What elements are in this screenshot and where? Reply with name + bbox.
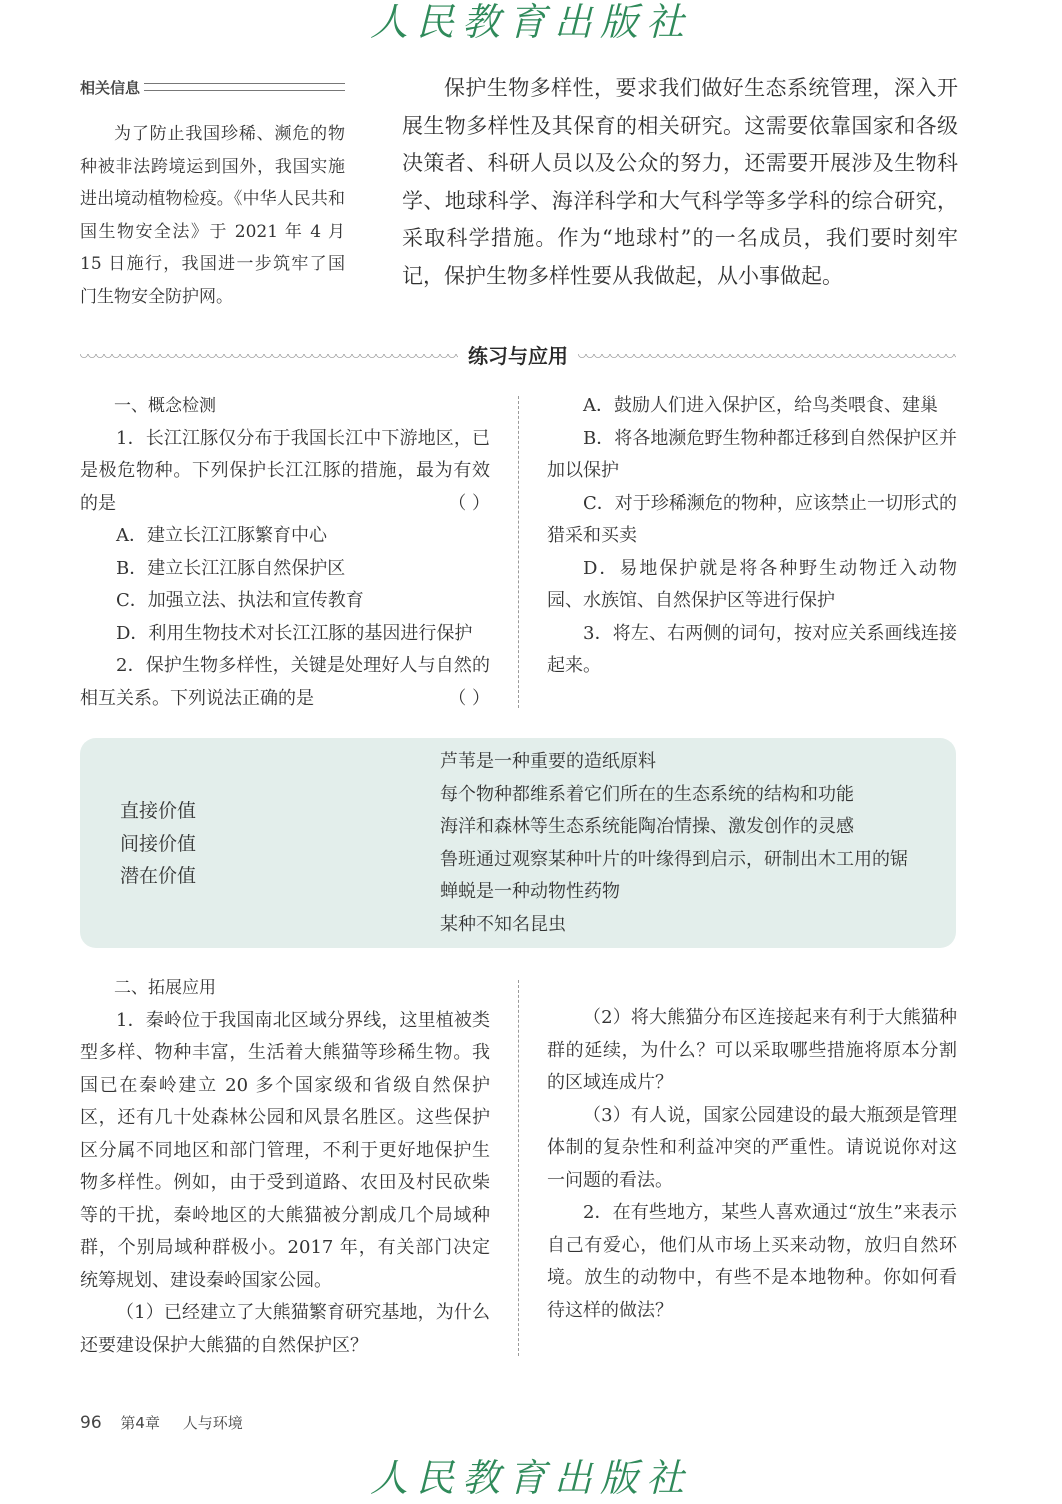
ext-q1-sub2: （2）将大熊猫分布区连接起来有利于大熊猫种群的延续，为什么？可以采取哪些措施将原本分割的区域连成片？	[547, 1007, 957, 1093]
part1-right-column	[547, 390, 957, 683]
column-divider-2	[518, 980, 519, 1356]
part2-heading: 二、拓展应用	[114, 978, 216, 998]
q1-option-a: A．建立长江江豚繁育中心	[116, 525, 327, 546]
sidebar-title	[80, 76, 345, 98]
match-left-item: 潜在价值	[120, 865, 197, 887]
q2-option-d: D．易地保护就是将各种野生动物迁入动物园、水族馆、自然保护区等进行保护	[547, 557, 957, 611]
match-left-list	[120, 795, 196, 893]
sidebar-body: 为了防止我国珍稀、濒危的物种被非法跨境运到国外，我国实施进出境动植物检疫。《中华人民共和国生物安全法》于 2021 年 4 月 15 日施行，我国进一步筑牢了国门生物安全防护网。	[80, 124, 345, 307]
part2-right-column	[547, 1002, 957, 1327]
q1-option-c: C．加强立法、执法和宣传教育	[116, 590, 364, 611]
match-right-item: 每个物种都维系着它们所在的生态系统的结构和功能	[440, 783, 854, 805]
page-footer	[80, 1412, 243, 1433]
part2-left-column	[80, 972, 490, 1362]
match-right-list	[440, 746, 908, 941]
main-paragraph: 保护生物多样性，要求我们做好生态系统管理，深入开展生物多样性及其保育的相关研究。这需要依靠国家和各级决策者、科研人员以及公众的努力，还需要开展涉及生物科学、地球科学、海洋科学和大气科学等多学科的综合研究，采取科学措施。作为“地球村”的一名成员，我们要时刻牢记，保护生物多样性要从我做起，从小事做起。	[402, 76, 958, 288]
match-right-item: 蝉蜕是一种动物性药物	[440, 881, 620, 902]
part1-heading: 一、概念检测	[114, 396, 216, 416]
q1-stem-text: 1．长江江豚仅分布于我国长江中下游地区，已是极危物种。下列保护长江江豚的措施，最为有效的是	[80, 427, 490, 514]
part1-left-column	[80, 390, 490, 715]
wave-divider-right	[578, 350, 956, 358]
sidebar-title-rule	[144, 83, 345, 91]
q3-stem: 3．将左、右两侧的词句，按对应关系画线连接起来。	[547, 622, 957, 676]
q2-stem-text: 2．保护生物多样性，关键是处理好人与自然的相互关系。下列说法正确的是	[80, 655, 490, 709]
exercise-section-title: 练习与应用	[468, 343, 568, 368]
publisher-logo-top: 人民教育出版社	[369, 0, 692, 44]
page-number: 96	[80, 1413, 102, 1433]
q1-answer-bracket: （ ）	[448, 492, 490, 514]
match-right-item: 芦苇是一种重要的造纸原料	[440, 751, 656, 772]
exercise-section-header	[80, 336, 956, 372]
wave-divider-left	[80, 350, 458, 358]
q2-option-a: A．鼓励人们进入保护区，给鸟类喂食、建巢	[583, 395, 938, 416]
ext-q2-stem: 2．在有些地方，某些人喜欢通过“放生”来表示自己有爱心，他们从市场上买来动物，放归自然环境。放生的动物中，有些不是本地物种。你如何看待这样的做法？	[547, 1202, 957, 1321]
sidebar-title-text: 相关信息	[80, 78, 141, 97]
match-left-item: 直接价值	[120, 800, 197, 822]
ext-q1-sub1: （1）已经建立了大熊猫繁育研究基地，为什么还要建设保护大熊猫的自然保护区？	[80, 1302, 490, 1356]
match-left-item: 间接价值	[120, 832, 197, 855]
match-right-item: 鲁班通过观察某种叶片的叶缘得到启示，研制出木工用的锯	[440, 848, 908, 870]
match-right-item: 某种不知名昆虫	[440, 913, 566, 935]
q2-option-b: B．将各地濒危野生物种都迁移到自然保护区并加以保护	[547, 427, 957, 481]
q1-stem	[80, 423, 490, 521]
ext-q1-stem: 1．秦岭位于我国南北区域分界线，这里植被类型多样、物种丰富，生活着大熊猫等珍稀生物。我国已在秦岭建立 20 多个国家级和省级自然保护区，还有几十处森林公园和风景名胜区。这些保护区分属不同地区和部门管理，不利于更好地保护生物多样性。例如，由于受到道路、农田及村民砍柴等的干扰，秦岭地区的大熊猫被分割成几个局域种群，个别局域种群极小。2017 年，有关部门决定统筹规划、建设秦岭国家公园。	[80, 1009, 490, 1291]
column-divider-1	[518, 396, 519, 708]
q1-option-b: B．建立长江江豚自然保护区	[116, 557, 346, 579]
chapter-title: 人与环境	[182, 1414, 243, 1432]
q2-option-c: C．对于珍稀濒危的物种，应该禁止一切形式的猎采和买卖	[547, 492, 957, 546]
chapter-label: 第4章	[120, 1414, 160, 1432]
q2-stem	[80, 650, 490, 715]
publisher-logo-bottom: 人民教育出版社	[369, 1456, 692, 1500]
q1-option-d: D．利用生物技术对长江江豚的基因进行保护	[116, 622, 473, 644]
match-right-item: 海洋和森林等生态系统能陶冶情操、激发创作的灵感	[440, 816, 854, 837]
q2-answer-bracket: （ ）	[448, 687, 490, 709]
ext-q1-sub3: （3）有人说，国家公园建设的最大瓶颈是管理体制的复杂性和利益冲突的严重性。请说说你对这一问题的看法。	[547, 1104, 957, 1191]
